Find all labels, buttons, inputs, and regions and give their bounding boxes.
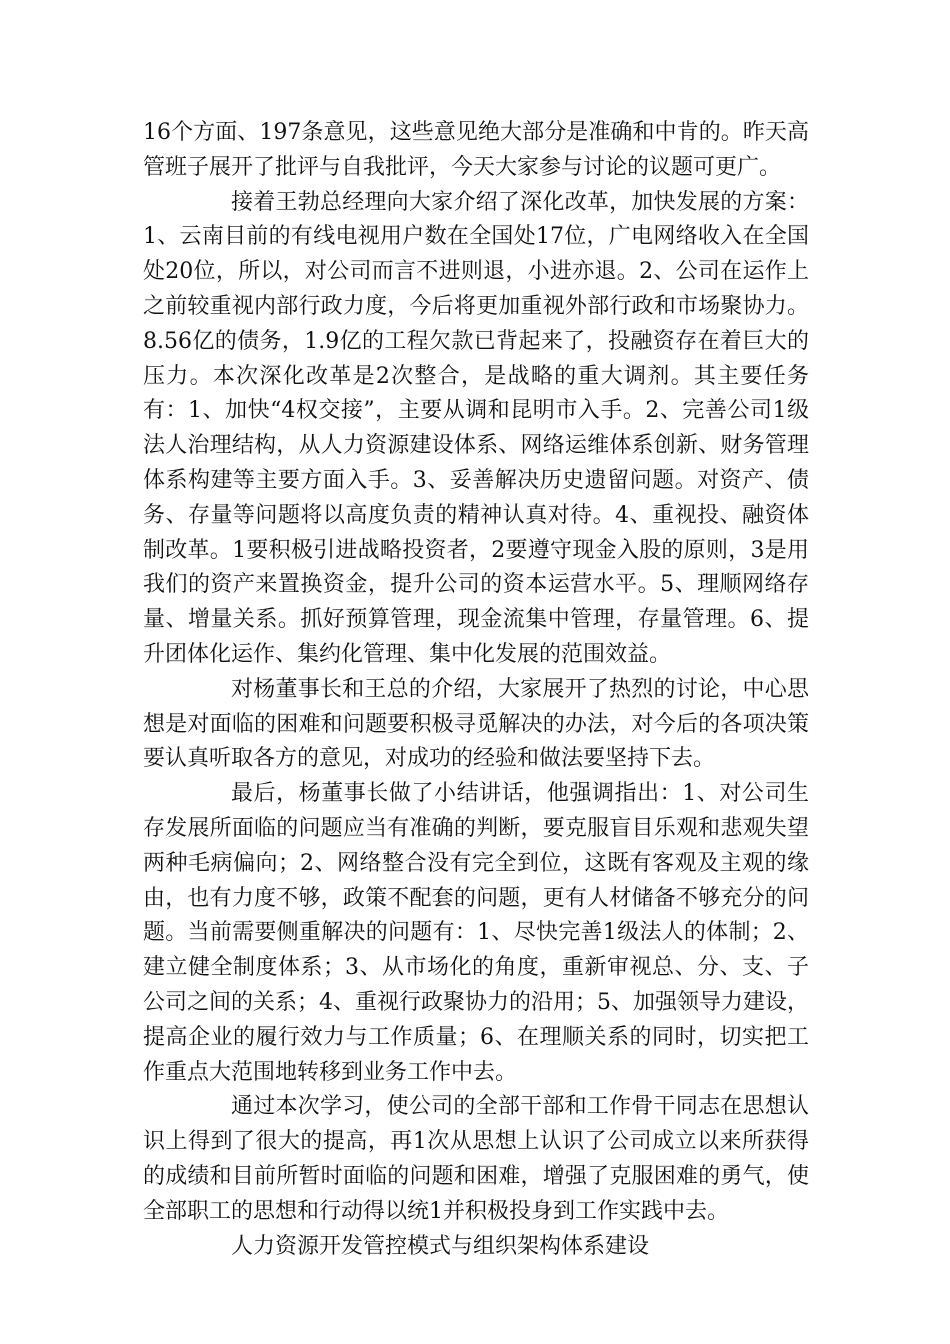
section-heading: 人力资源开发管控模式与组织架构体系建设 bbox=[231, 1233, 650, 1259]
document-body bbox=[143, 116, 809, 1264]
paragraph-discussion: 对杨董事长和王总的介绍，大家展开了热烈的讨论，中心思想是对面临的困难和问题要积极寻觅解决的办法，对今后的各项决策要认真听取各方的意见，对成功的经验和做法要坚持下去。 bbox=[143, 676, 809, 772]
paragraph-reform-plan: 接着王勃总经理向大家介绍了深化改革，加快发展的方案：1、云南目前的有线电视用户数在全国处17位，广电网络收入在全国处20位，所以，对公司而言不进则退，小进亦退。2、公司在运作上之前较重视内部行政力度，今后将更加重视外部行政和市场聚协力。8.56亿的债务，1.9亿的工程欠款已背起来了，投融资存在着巨大的压力。本次深化改革是2次整合，是战略的重大调剂。其主要任务有：1、加快“4权交接”，主要从调和昆明市入手。2、完善公司1级法人治理结构，从人力资源建设体系、网络运维体系创新、财务管理体系构建等主要方面入手。3、妥善解决历史遗留问题。对资产、债务、存量等问题将以高度负责的精神认真对待。4、重视投、融资体制改革。1要积极引进战略投资者，2要遵守现金入股的原则，3是用我们的资产来置换资金，提升公司的资本运营水平。5、理顺网络存量、增量关系。抓好预算管理，现金流集中管理，存量管理。6、提升团体化运作、集约化管理、集中化发展的范围效益。 bbox=[143, 189, 810, 667]
paragraph-summary-speech: 最后，杨董事长做了小结讲话，他强调指出：1、对公司生存发展所面临的问题应当有准确的判断，要克服盲目乐观和悲观失望两种毛病偏向；2、网络整合没有完全到位，这既有客观及主观的缘由，也有力度不够，政策不配套的问题，更有人材储备不够充分的问题。当前需要侧重解决的问题有：1、尽快完善1级法人的体制；2、建立健全制度体系；3、从市场化的角度，重新审视总、分、支、子公司之间的关系；4、重视行政聚协力的沿用；5、加强领导力建设，提高企业的履行效力与工作质量；6、在理顺关系的同时，切实把工作重点大范围地转移到业务工作中去。 bbox=[143, 781, 809, 1085]
paragraph-continuation: 16个方面、197条意见，这些意见绝大部分是准确和中肯的。昨天高管班子展开了批评与自我批评，今天大家参与讨论的议题可更广。 bbox=[143, 120, 809, 180]
paragraph-conclusion: 通过本次学习，使公司的全部干部和工作骨干同志在思想认识上得到了很大的提高，再1次从思想上认识了公司成立以来所获得的成绩和目前所暂时面临的问题和困难，增强了克服困难的勇气，使全部职工的思想和行动得以统1并积极投身到工作实践中去。 bbox=[143, 1094, 809, 1224]
